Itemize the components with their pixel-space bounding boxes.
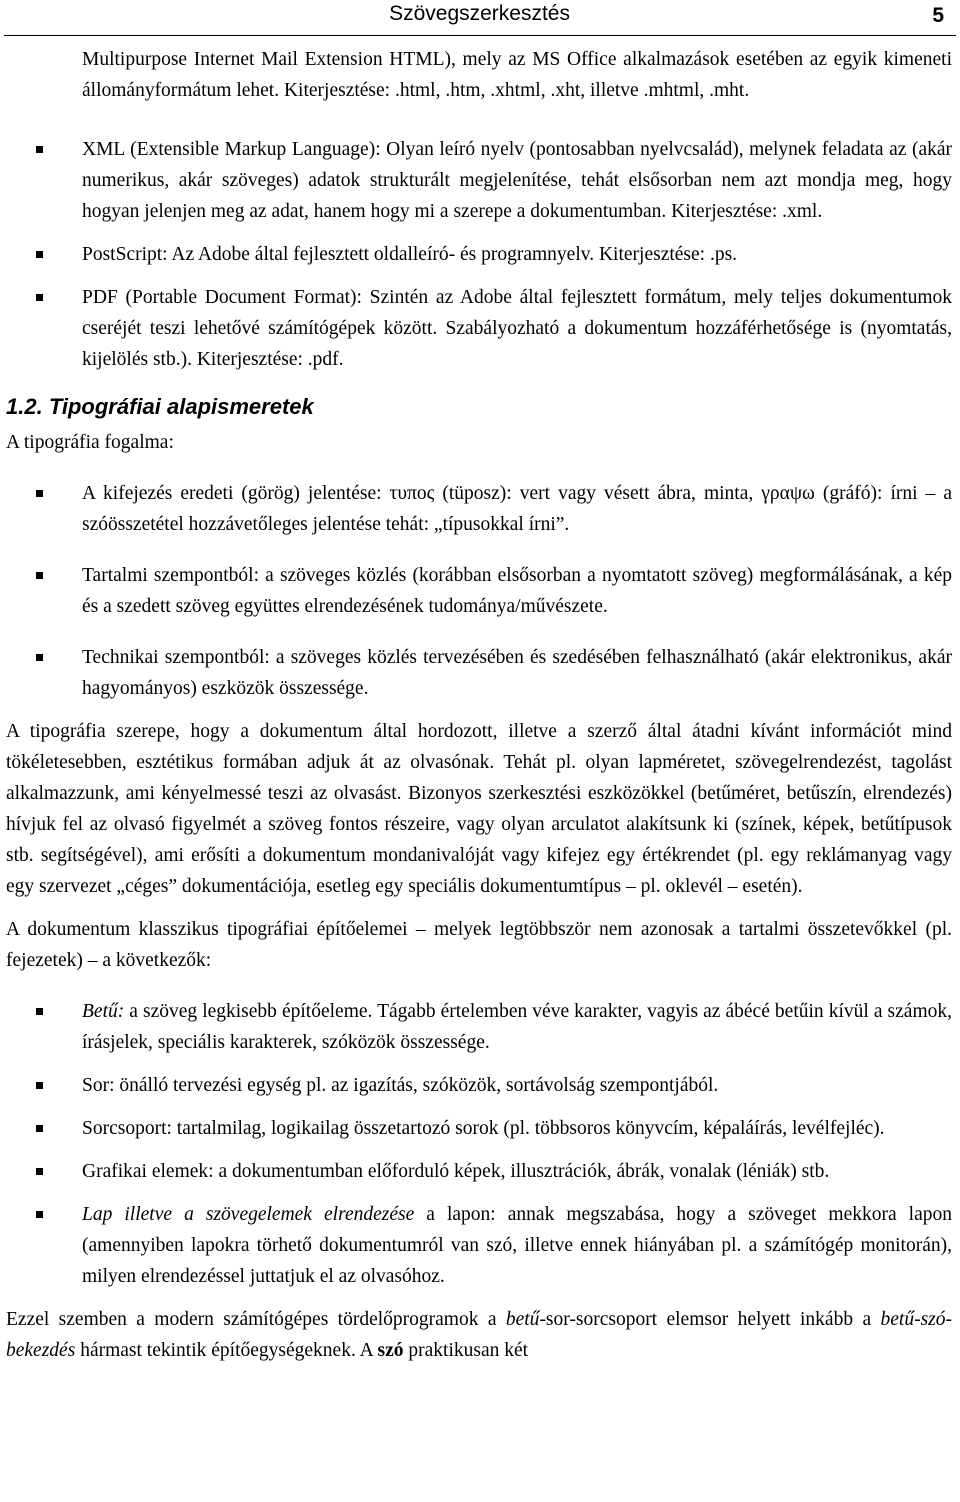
element-term: Grafikai elemek: [82,1161,214,1182]
definition-text: A kifejezés eredeti (görög) jelentése: τυπος (tüposz): vert vagy vésett ábra, minta, γραψω (gráfó): írni – a szóösszetétel hozzávetőleges jelentése tehát: „típusokkal írni”. [82,483,952,535]
format-item-postscript [0,239,960,270]
definition-text: Technikai szempontból: a szöveges közlés tervezésében és szedésében felhasználható (akár elektronikus, akár hagyományos) eszközök összessége. [82,647,952,699]
element-term: Lap illetve a szövegelemek elrendezése [82,1204,415,1225]
section-title: Tipográfiai alapismeretek [48,394,314,419]
element-term: Sor: [82,1075,115,1096]
element-text: a szöveg legkisebb építőeleme. Tágabb értelemben véve karakter, vagyis az ábécé betűin kívül a számok, írásjelek, speciális karakterek, szóközök összessége. [82,1001,952,1053]
section-heading [0,387,960,427]
bullet-square-icon [36,294,43,301]
intro-paragraph: Multipurpose Internet Mail Extension HTML), mely az MS Office alkalmazások esetében az egyik kimeneti állományformátum lehet. Kiterjesztése: .html, .htm, .xhtml, .xht, illetve .mhtml, .mht. [82,49,952,101]
section-number: 1.2. [6,394,43,419]
closing-emphasis: betű [505,1309,540,1330]
page-body [0,44,960,1366]
closing-text: Ezzel szemben a modern számítógépes tördelőprogramok a [6,1309,506,1330]
bullet-square-icon [36,1008,43,1015]
bullet-square-icon [36,146,43,153]
bullet-square-icon [36,490,43,497]
role-paragraph: A tipográfia szerepe, hogy a dokumentum által hordozott, illetve a szerző által átadni kívánt információt mind tökéletesebben, esztétikus formában adjuk át az olvasónak. Tehát pl. olyan lapméretet, szövegelrendezést, tagolást alkalmazzunk, ami kényelmessé teszi az olvasást. Bizonyos szerkesztési eszközökkel (betűméret, betűszín, elrendezés) hívjuk fel az olvasó figyelmét a szöveg fontos részeire, vagy olyan arculatot alakítsunk ki (színek, képek, betűtípusok stb. segítségével), ami erősíti a dokumentum mondanivalóját vagy kifejez egy értékrendet (pl. egy reklámanyag vagy egy szervezet „céges” dokumentációja, esetleg egy speciális dokumentumtípus – pl. oklevél – esetén). [6,721,952,897]
bullet-square-icon [36,1125,43,1132]
element-item-sor [0,1070,960,1101]
concept-label: A tipográfia fogalma: [6,432,174,453]
closing-emphasis: betű-szó-bekezdés [6,1309,952,1361]
bullet-square-icon [36,654,43,661]
format-item-xml [0,134,960,227]
closing-text: -sor-sorcsoport elemsor helyett inkább a [539,1309,881,1330]
running-title: Szövegszerkesztés [389,2,570,25]
bullet-square-icon [36,572,43,579]
bullet-square-icon [36,1211,43,1218]
bullet-square-icon [36,251,43,258]
definition-item-etymology [0,478,960,540]
definition-item-technical [0,642,960,704]
header-rule [4,35,956,36]
bullet-square-icon [36,1082,43,1089]
element-text: önálló tervezési egység pl. az igazítás, szóközök, sortávolság szempontjából. [114,1075,719,1096]
closing-text: hármast tekintik építőegységeknek. A [75,1340,378,1361]
element-item-betu [0,996,960,1058]
element-text: a dokumentumban előforduló képek, illusztrációk, ábrák, vonalak (léniák) stb. [213,1161,830,1182]
element-text: a lapon: annak megszabása, hogy a szöveget mekkora lapon (amennyiben lapokra törhető dokumentumról van szó, illetve ennek hiányában pl. a számítógép monitorán), milyen elrendezéssel juttatjuk el az olvasóhoz. [82,1204,952,1287]
closing-paragraph [0,1304,960,1366]
format-item-text: PDF (Portable Document Format): Szintén az Adobe által fejlesztett formátum, mely teljes dokumentumok cseréjét teszi lehetővé számítógépek között. Szabályozható a dokumentum hozzáférhetősége is (nyomtatás, kijelölés stb.). Kiterjesztése: .pdf. [82,287,952,370]
page-number: 5 [932,4,944,27]
page-header [0,0,960,36]
elements-intro-paragraph: A dokumentum klasszikus tipográfiai építőelemei – melyek legtöbbször nem azonosak a tartalmi összetevőkkel (pl. fejezetek) – a következők: [6,919,952,971]
element-item-grafikai [0,1156,960,1187]
element-term: Betű: [82,1001,125,1022]
closing-bold: szó [377,1340,404,1361]
element-item-sorcsoport [0,1113,960,1144]
element-text: tartalmilag, logikailag összetartozó sorok (pl. többsoros könyvcím, képaláírás, levélfejléc). [171,1118,885,1139]
format-item-text: PostScript: Az Adobe által fejlesztett oldalleíró- és programnyelv. Kiterjesztése: .ps. [82,244,738,265]
format-item-pdf [0,282,960,375]
element-term: Sorcsoport: [82,1118,172,1139]
format-item-text: XML (Extensible Markup Language): Olyan leíró nyelv (pontosabban nyelvcsalád), melynek feladata az (akár numerikus, akár szöveges) adatok strukturált megjelenítése, tehát elsősorban nem azt mondja meg, hogy hogyan jelenjen meg az adat, hanem hogy mi a szerepe a dokumentumban. Kiterjesztése: .xml. [82,139,952,222]
definition-text: Tartalmi szempontból: a szöveges közlés (korábban elsősorban a nyomtatott szöveg) megformálásának, a kép és a szedett szöveg együttes elrendezésének tudománya/művészete. [82,565,952,617]
closing-text: praktikusan két [403,1340,529,1361]
element-item-lap [0,1199,960,1292]
bullet-square-icon [36,1168,43,1175]
definition-item-content [0,560,960,622]
